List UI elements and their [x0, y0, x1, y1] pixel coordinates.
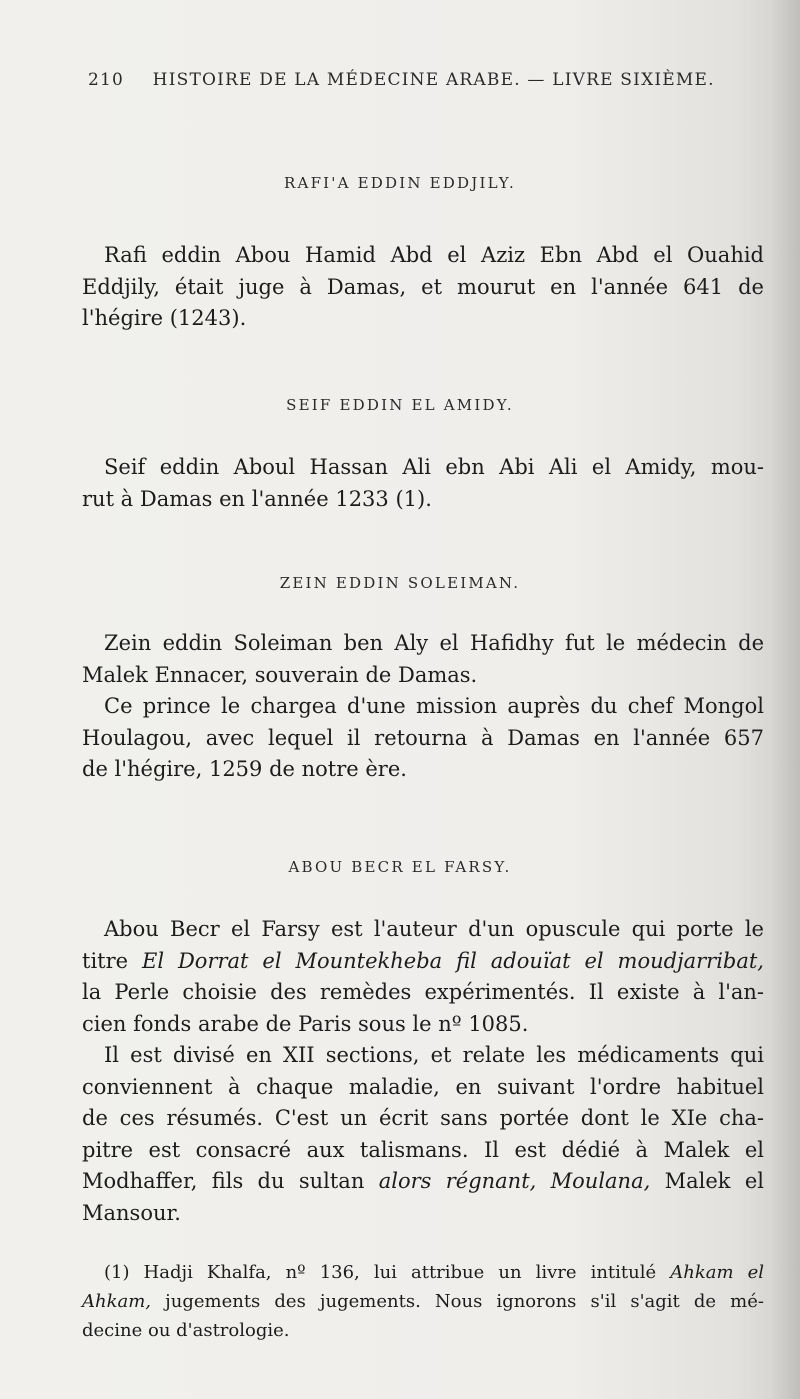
italic-fragment: Ahkam el — [670, 1262, 764, 1283]
section-paragraph — [82, 452, 764, 515]
footnote-line: decine ou d'astrologie. — [82, 1320, 290, 1341]
section-paragraph — [82, 240, 764, 335]
running-head-title: HISTOIRE DE LA MÉDECINE ARABE. — LIVRE SIXIÈME. — [152, 70, 715, 90]
text-line: Zein eddin Soleiman ben Aly el Hafidhy fut le médecin de — [104, 631, 764, 655]
text-line: de ces résumés. C'est un écrit sans portée dont le XIe cha- — [82, 1106, 764, 1130]
text-line: Abou Becr el Farsy est l'auteur d'un opuscule qui porte le — [104, 917, 764, 941]
page-number: 210 — [88, 70, 125, 90]
text-line: conviennent à chaque maladie, en suivant l'ordre habituel — [82, 1074, 764, 1099]
text-line: l'hégire (1243). — [82, 306, 247, 330]
text-fragment: jugements des jugements. Nous ignorons s'il s'agit de mé- — [165, 1291, 764, 1312]
text-line: Mansour. — [82, 1200, 181, 1225]
text-line: Rafi eddin Abou Hamid Abd el Aziz Ebn Abd el Ouahid — [104, 243, 764, 267]
section-heading: SEIF EDDIN EL AMIDY. — [286, 396, 514, 414]
text-fragment: titre — [82, 948, 129, 973]
text-line: Malek Ennacer, souverain de Damas. — [82, 662, 478, 687]
text-line: Eddjily, était juge à Damas, et mourut en l'année 641 de — [82, 274, 764, 299]
text-line — [82, 946, 764, 978]
text-line: pitre est consacré aux talismans. Il est dédié à Malek el — [82, 1137, 764, 1162]
text-line — [82, 1166, 764, 1198]
italic-fragment: alors régnant, Moulana, — [378, 1169, 651, 1193]
text-fragment: (1) Hadji Khalfa, nº 136, lui attribue un livre intitulé — [104, 1262, 657, 1283]
text-fragment: Malek el — [664, 1169, 764, 1193]
text-line: Seif eddin Aboul Hassan Ali ebn Abi Ali el Amidy, mou- — [104, 455, 764, 479]
text-line: la Perle choisie des remèdes expérimentés. Il existe à l'an- — [82, 980, 764, 1004]
section-paragraph — [82, 628, 764, 786]
running-head — [88, 70, 718, 90]
work-title: El Dorrat el Mountekheba fil adouïat el moudjarribat, — [142, 948, 764, 973]
text-line: cien fonds arabe de Paris sous le nº 1085. — [82, 1011, 529, 1036]
section-heading: RAFI'A EDDIN EDDJILY. — [284, 174, 516, 192]
italic-fragment: Ahkam, — [82, 1291, 152, 1312]
text-line: de l'hégire, 1259 de notre ère. — [82, 757, 407, 781]
section-heading: ZEIN EDDIN SOLEIMAN. — [279, 574, 521, 592]
footnote-line — [82, 1287, 764, 1316]
section-heading: ABOU BECR EL FARSY. — [288, 858, 512, 876]
footnote-line — [82, 1258, 764, 1287]
footnote — [82, 1258, 764, 1345]
text-line: Houlagou, avec lequel il retourna à Damas en l'année 657 — [82, 725, 764, 750]
text-line: rut à Damas en l'année 1233 (1). — [82, 486, 432, 511]
section-paragraph — [82, 914, 764, 1229]
text-line: Ce prince le chargea d'une mission auprès du chef Mongol — [104, 694, 764, 718]
text-line: Il est divisé en XII sections, et relate les médicaments qui — [104, 1043, 764, 1067]
text-fragment: Modhaffer, fils du sultan — [82, 1169, 365, 1193]
page-edge-shadow — [770, 0, 800, 1399]
